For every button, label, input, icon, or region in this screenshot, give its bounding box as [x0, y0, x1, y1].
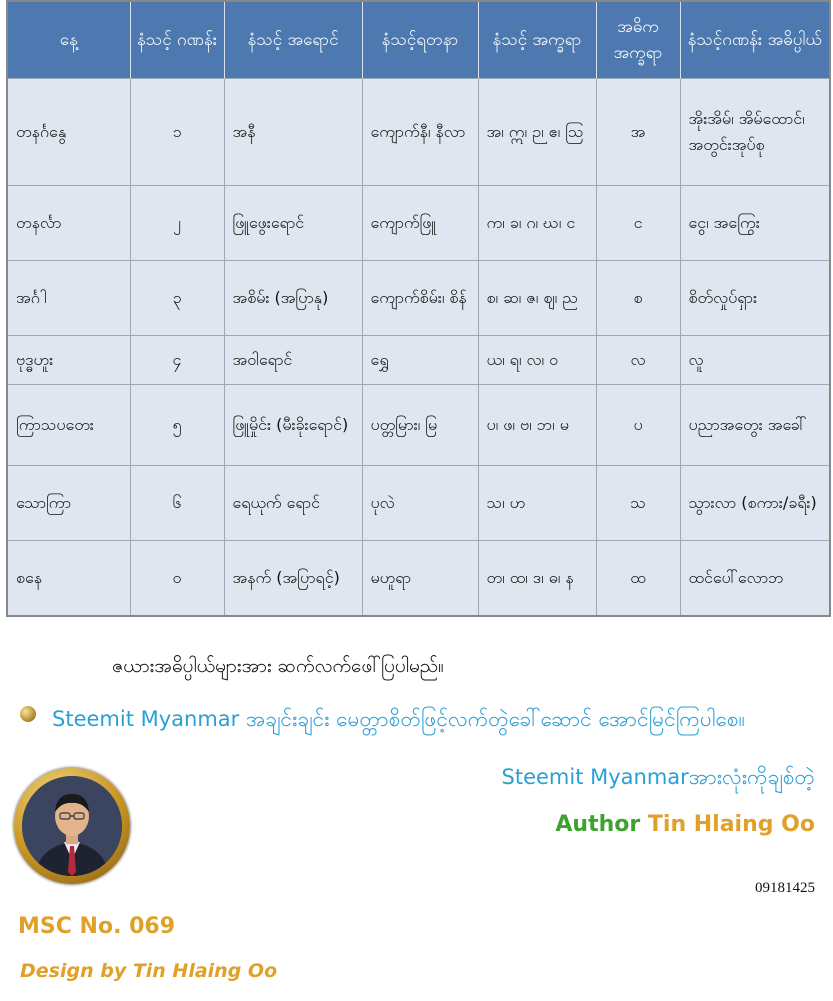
cell-gem: ပတ္တမြား၊ မြ [362, 385, 478, 466]
cell-meaning: လူ [680, 336, 829, 385]
cell-color: အနီ [224, 79, 362, 186]
table-row [8, 79, 829, 186]
cell-number: ၄ [130, 336, 224, 385]
author-line [555, 812, 815, 837]
cell-letters: က၊ ခ၊ ဂ၊ ဃ၊ င [478, 186, 596, 261]
cell-letters: စ၊ ဆ၊ ဇ၊ ဈ၊ ည [478, 261, 596, 336]
cell-meaning: အိုးအိမ်၊ အိမ်ထောင်၊ အတွင်းအုပ်စု [680, 79, 829, 186]
cell-letters: သ၊ ဟ [478, 466, 596, 541]
table-row [8, 186, 829, 261]
cell-gem: ကျောက်ဖြူ [362, 186, 478, 261]
cell-letters: ယ၊ ရ၊ လ၊ ဝ [478, 336, 596, 385]
cell-color: ရေယုက် ရောင် [224, 466, 362, 541]
avatar-photo [22, 776, 122, 876]
cell-main-letter: အ [596, 79, 680, 186]
cell-meaning: ပညာအတွေး အခေါ် [680, 385, 829, 466]
cell-color: အဝါရောင် [224, 336, 362, 385]
cell-day: တနင်္ဂနွေ [8, 79, 130, 186]
author-name: Tin Hlaing Oo [647, 812, 815, 837]
cell-main-letter: သ [596, 466, 680, 541]
author-label: Author [555, 812, 641, 837]
cell-letters: တ၊ ထ၊ ဒ၊ ဓ၊ န [478, 541, 596, 616]
table-row [8, 385, 829, 466]
horoscope-table [6, 0, 831, 617]
cell-number: ၂ [130, 186, 224, 261]
cell-color: ဖြူဖွေးရောင် [224, 186, 362, 261]
phone-number: 09181425 [755, 880, 815, 896]
cell-meaning: ထင်ပေါ်လောဘ [680, 541, 829, 616]
table-header-row [8, 2, 829, 79]
cell-meaning: စိတ်လှုပ်ရှား [680, 261, 829, 336]
table-row [8, 261, 829, 336]
cell-main-letter: င [596, 186, 680, 261]
cell-meaning: သွားလာ (စကား/ခရီး) [680, 466, 829, 541]
cell-day: အင်္ဂါ [8, 261, 130, 336]
cell-day: သောကြာ [8, 466, 130, 541]
header-letters: နံသင့် အက္ခရာ [478, 2, 596, 79]
header-main-letter: အဓိက အက္ခရာ [596, 2, 680, 79]
signature-line: Steemit Myanmarအားလုံးကိုချစ်တဲ့ [501, 765, 815, 789]
table-row [8, 336, 829, 385]
cell-main-letter: ထ [596, 541, 680, 616]
header-number: နံသင့် ဂဏန်း [130, 2, 224, 79]
cell-day: ကြာသပတေး [8, 385, 130, 466]
cell-number: ၆ [130, 466, 224, 541]
cell-main-letter: လ [596, 336, 680, 385]
cell-day: ဗုဒ္ဓဟူး [8, 336, 130, 385]
design-credit: Design by Tin Hlaing Oo [20, 960, 278, 982]
cell-letters: ပ၊ ဖ၊ ဗ၊ ဘ၊ မ [478, 385, 596, 466]
cell-color: အစိမ်း (အပြာနု) [224, 261, 362, 336]
header-gem: နံသင့်ရတနာ [362, 2, 478, 79]
cell-color: ဖြူမှိုင်း (မီးခိုးရောင်) [224, 385, 362, 466]
cell-day: တနင်္လာ [8, 186, 130, 261]
bullet-text: Steemit Myanmar အချင်းချင်း မေတ္တာစိတ်ဖြင့်လက်တွဲခေါ်ဆောင် အောင်မြင်ကြပါစေ။ [52, 707, 746, 731]
bullet-paragraph [18, 700, 818, 738]
cell-main-letter: စ [596, 261, 680, 336]
cell-letters: အ၊ ဣ၊ ဉ၊ ဧ၊ ဩ [478, 79, 596, 186]
closing-text: ဇယားအဓိပ္ပါယ်များအား ဆက်လက်ဖေါ်ပြပါမည်။ [112, 655, 444, 677]
author-avatar [14, 768, 130, 884]
msc-number: MSC No. 069 [18, 914, 176, 939]
cell-gem: ကျောက်စိမ်း၊ စိန် [362, 261, 478, 336]
cell-day: စနေ [8, 541, 130, 616]
gold-bullet-icon [20, 706, 36, 722]
header-day: နေ့ [8, 2, 130, 79]
table-row [8, 541, 829, 616]
cell-number: ၃ [130, 261, 224, 336]
cell-color: အနက် (အပြာရင့်) [224, 541, 362, 616]
cell-gem: မဟူရာ [362, 541, 478, 616]
table-row [8, 466, 829, 541]
header-meaning: နံသင့်ဂဏန်း အဓိပ္ပါယ် [687, 30, 822, 50]
cell-gem: ပုလဲ [362, 466, 478, 541]
person-icon [22, 776, 122, 876]
cell-number: ၅ [130, 385, 224, 466]
cell-meaning: ငွေ၊ အကြွေး [680, 186, 829, 261]
header-color: နံသင့် အရောင် [224, 2, 362, 79]
cell-main-letter: ပ [596, 385, 680, 466]
cell-gem: ရွှေ [362, 336, 478, 385]
cell-number: ၁ [130, 79, 224, 186]
cell-number: ၀ [130, 541, 224, 616]
cell-gem: ကျောက်နီ၊ နီလာ [362, 79, 478, 186]
